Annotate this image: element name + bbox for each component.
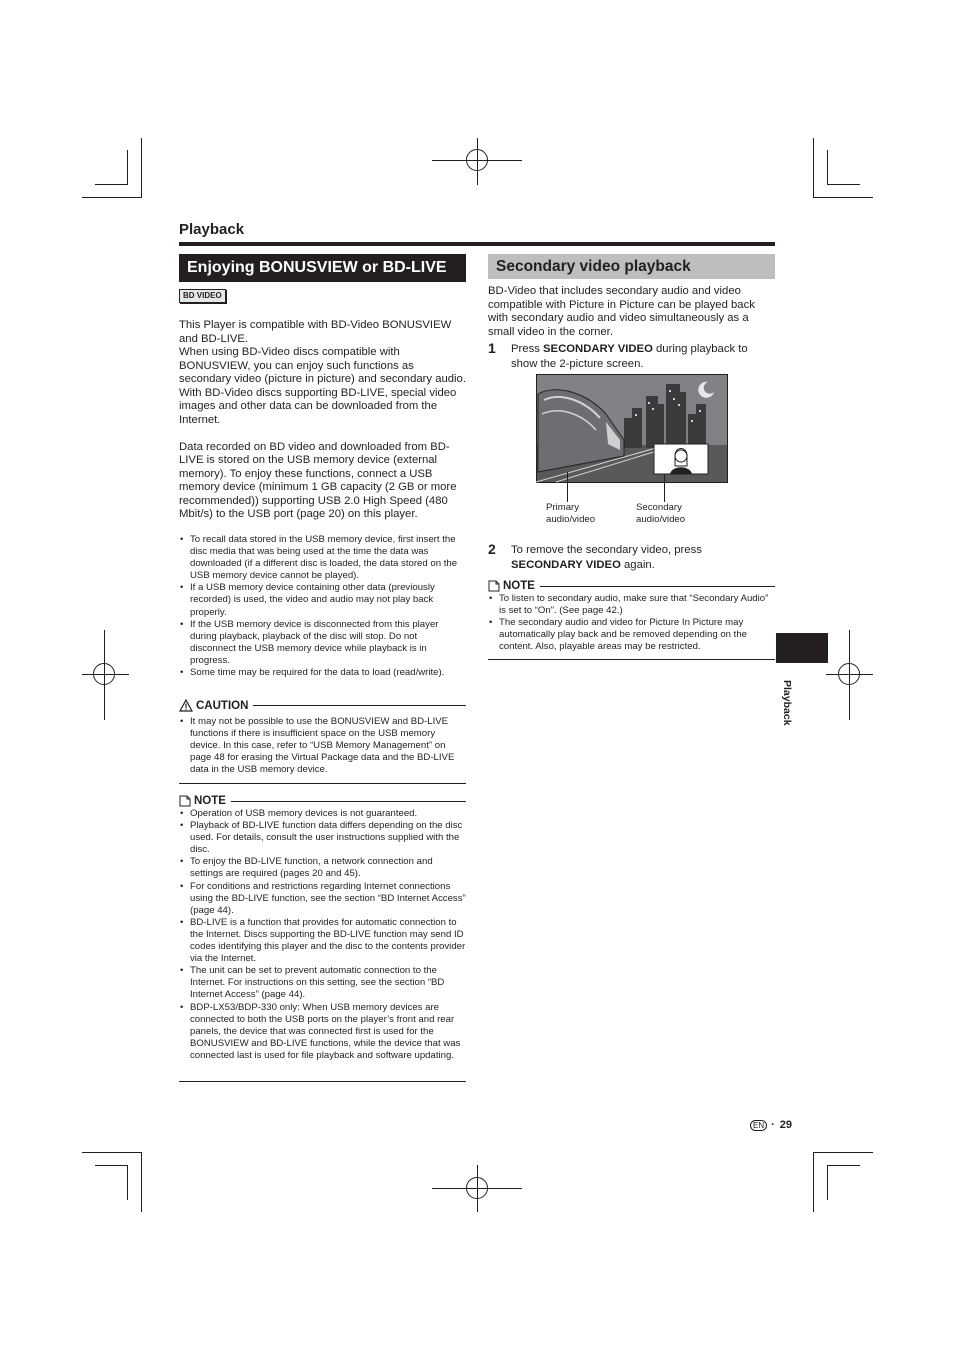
step-2-pre: To remove the secondary video, press	[511, 544, 702, 556]
crop-mark	[127, 1165, 128, 1200]
registration-circle	[466, 149, 488, 171]
divider	[179, 783, 466, 784]
left-section-title: Enjoying BONUSVIEW or BD-LIVE	[179, 254, 466, 282]
caption-secondary-line2: audio/video	[636, 514, 686, 525]
list-item: • If a USB memory device containing other data (previously recorded) is used, the video and audio may not play back properly.	[179, 582, 464, 618]
registration-circle	[466, 1177, 488, 1199]
registration-circle	[838, 663, 860, 685]
list-item: • The unit can be set to prevent automatic connection to the Internet. For instructions on this setting, see the section “BD Internet Access” (page 44).	[179, 965, 466, 1001]
registration-circle	[93, 663, 115, 685]
list-item: • Playback of BD-LIVE function data differs depending on the disc used. For details, consult the user instructions supplied with the disc.	[179, 820, 466, 856]
crop-mark	[141, 1152, 142, 1212]
step-1-pre: Press	[511, 343, 544, 355]
divider	[253, 705, 466, 706]
note-page-icon	[488, 580, 500, 592]
side-tab-label: Playback	[781, 680, 793, 726]
section-label: Playback	[179, 221, 245, 238]
caution-label: CAUTION	[196, 699, 249, 712]
crop-mark	[95, 184, 128, 185]
note-heading	[179, 795, 466, 807]
note-label: NOTE	[194, 795, 226, 807]
step-number: 2	[488, 541, 496, 557]
bd-video-badge: BD VIDEO	[179, 289, 226, 303]
step-2-text	[511, 543, 775, 572]
note-list	[179, 808, 466, 1062]
crop-mark	[813, 138, 814, 198]
caption-secondary-line1: Secondary	[636, 502, 682, 513]
page-number-value: 29	[779, 1119, 793, 1131]
page-number	[750, 1119, 792, 1131]
pip-illustration	[536, 374, 728, 484]
caption-primary-line1: Primary	[546, 502, 580, 513]
left-para-1: This Player is compatible with BD-Video BONUSVIEW and BD-LIVE.	[179, 319, 452, 345]
crop-mark	[827, 150, 828, 185]
step-1-key: SECONDARY VIDEO	[543, 343, 653, 355]
language-badge: EN	[750, 1120, 767, 1131]
step-2-post: again.	[620, 558, 655, 571]
list-item: • To enjoy the BD-LIVE function, a network connection and settings are required (pages 20 and 45).	[179, 856, 466, 880]
crop-mark	[82, 197, 142, 198]
crop-mark	[827, 184, 860, 185]
note-heading	[488, 580, 775, 592]
crop-mark	[827, 1165, 828, 1200]
list-item: • To listen to secondary audio, make sure that “Secondary Audio” is set to “On”. (See page 42.)	[488, 593, 775, 617]
caption-secondary	[636, 502, 685, 526]
note-label: NOTE	[503, 580, 535, 592]
crop-mark	[827, 1165, 860, 1166]
usb-bullets	[179, 534, 464, 679]
list-item: • BD-LIVE is a function that provides for automatic connection to the Internet. Discs supporting the BD-LIVE function may send ID codes identifying this player and the disc to the contents provider via the Internet.	[179, 917, 466, 965]
right-intro: BD-Video that includes secondary audio and video compatible with Picture in Picture can be played back with secondary audio and video simultaneously as a small video in the corner.	[488, 285, 755, 338]
crop-mark	[813, 1152, 873, 1153]
caption-primary-line2: audio/video	[546, 514, 596, 525]
list-item: • For conditions and restrictions regarding Internet connections using the BD-LIVE function, see the section “BD Internet Access” (page 44).	[179, 881, 466, 917]
list-item: • Some time may be required for the data to load (read/write).	[179, 667, 464, 679]
left-para-2: When using BD-Video discs compatible with BONUSVIEW, you can enjoy such functions as secondary video (picture in picture) and secondary audio. With BD-Video discs supporting BD-LIVE, special video images and other data can be downloaded from the Internet.	[179, 346, 466, 426]
note-list	[488, 593, 775, 653]
crop-mark	[141, 138, 142, 198]
list-item: • The secondary audio and video for Picture In Picture may automatically play back and be removed depending on the content. Also, playable areas may be restricted.	[488, 617, 775, 653]
header-rule	[179, 242, 775, 246]
warning-triangle-icon	[179, 699, 193, 712]
callout-line	[664, 474, 665, 502]
page-separator: ·	[771, 1119, 775, 1131]
callout-line	[567, 472, 568, 502]
right-section-title: Secondary video playback	[488, 254, 775, 279]
divider	[488, 659, 775, 660]
crop-mark	[82, 1152, 142, 1153]
crop-mark	[95, 1165, 128, 1166]
step-1-text	[511, 342, 775, 371]
list-item: • If the USB memory device is disconnected from this player during playback, playback of the disc will stop. Do not disconnect the USB memory device while playback is in progress.	[179, 619, 464, 667]
crop-mark	[127, 150, 128, 185]
list-item: • To recall data stored in the USB memory device, first insert the disc media that was being used at the time the data was downloaded (if a different disc is loaded, the data stored on the USB memory device cannot be played).	[179, 534, 464, 582]
step-number: 1	[488, 340, 496, 356]
step-1-post: during playback to show the 2-picture screen.	[511, 343, 748, 370]
caution-heading	[179, 699, 466, 712]
divider	[179, 1081, 466, 1082]
note-page-icon	[179, 795, 191, 807]
crop-mark	[813, 197, 873, 198]
divider	[540, 586, 775, 587]
list-item: • It may not be possible to use the BONUSVIEW and BD-LIVE functions if there is insufficient space on the USB memory device. In this case, refer to “USB Memory Management” on page 48 for erasing the Virtual Package data and the BD-LIVE data in the USB memory device.	[179, 716, 464, 776]
step-2-key: SECONDARY VIDEO	[511, 558, 621, 571]
left-intro	[179, 319, 469, 522]
list-item: • BDP-LX53/BDP-330 only: When USB memory devices are connected to both the USB ports on the player’s front and rear panels, the device that was connected first is used for the BONUSVIEW and BD-LIVE functions, while the device that was connected last is used for file playback and software updating.	[179, 1002, 466, 1062]
crop-mark	[813, 1152, 814, 1212]
left-para-3: Data recorded on BD video and downloaded from BD-LIVE is stored on the USB memory device (external memory). To enjoy these functions, connect a USB memory device (minimum 1 GB capacity (2 GB or more recommended)) supporting USB 2.0 High Speed (480 Mbit/s) to the USB port (page 20) on this player.	[179, 440, 457, 520]
list-item: • Operation of USB memory devices is not guaranteed.	[179, 808, 466, 820]
caution-list	[179, 716, 464, 776]
caption-primary	[546, 502, 595, 526]
side-tab	[776, 633, 828, 663]
divider	[231, 801, 466, 802]
